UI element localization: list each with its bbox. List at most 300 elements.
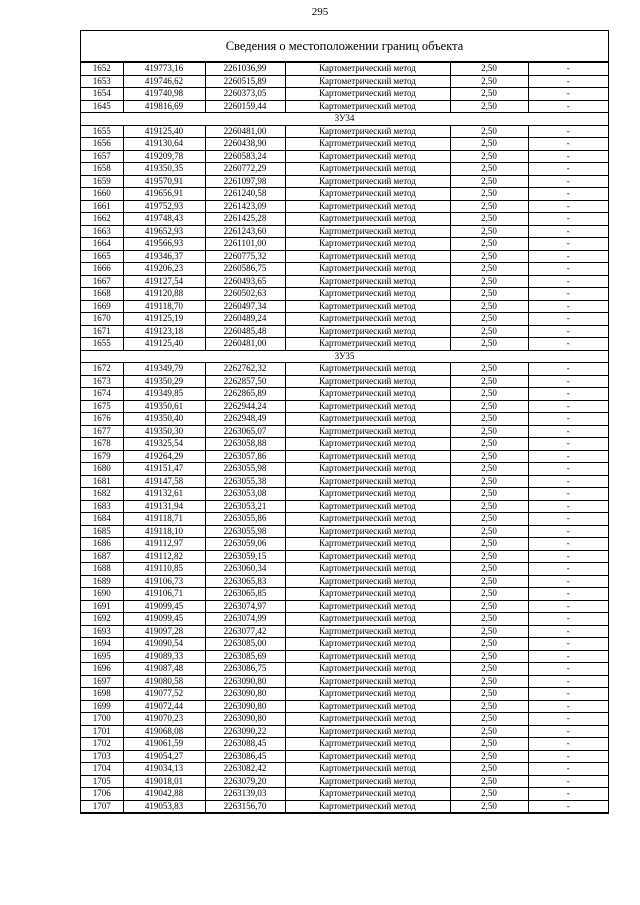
precision-cell: 2,50 xyxy=(450,125,528,138)
precision-cell: 2,50 xyxy=(450,538,528,551)
precision-cell: 2,50 xyxy=(450,100,528,113)
y-coordinate-cell: 2263085,69 xyxy=(205,650,285,663)
x-coordinate-cell: 419118,10 xyxy=(123,525,205,538)
precision-cell: 2,50 xyxy=(450,138,528,151)
y-coordinate-cell: 2260497,34 xyxy=(205,300,285,313)
point-number-cell: 1675 xyxy=(81,400,123,413)
precision-cell: 2,50 xyxy=(450,388,528,401)
x-coordinate-cell: 419034,13 xyxy=(123,763,205,776)
table-row xyxy=(81,438,608,451)
method-cell: Картометрический метод xyxy=(285,388,450,401)
table-row xyxy=(81,375,608,388)
x-coordinate-cell: 419061,59 xyxy=(123,738,205,751)
precision-cell: 2,50 xyxy=(450,338,528,351)
table-row xyxy=(81,725,608,738)
y-coordinate-cell: 2263090,80 xyxy=(205,688,285,701)
table-row xyxy=(81,600,608,613)
y-coordinate-cell: 2260583,24 xyxy=(205,150,285,163)
point-number-cell: 1701 xyxy=(81,725,123,738)
x-coordinate-cell: 419112,97 xyxy=(123,538,205,551)
method-cell: Картометрический метод xyxy=(285,713,450,726)
table-row xyxy=(81,713,608,726)
y-coordinate-cell: 2263059,06 xyxy=(205,538,285,551)
description-cell: - xyxy=(528,750,608,763)
table-row xyxy=(81,213,608,226)
table-row xyxy=(81,313,608,326)
table-row xyxy=(81,413,608,426)
point-number-cell: 1657 xyxy=(81,150,123,163)
point-number-cell: 1706 xyxy=(81,788,123,801)
point-number-cell: 1705 xyxy=(81,775,123,788)
y-coordinate-cell: 2263085,00 xyxy=(205,638,285,651)
precision-cell: 2,50 xyxy=(450,475,528,488)
point-number-cell: 1671 xyxy=(81,325,123,338)
x-coordinate-cell: 419816,69 xyxy=(123,100,205,113)
point-number-cell: 1670 xyxy=(81,313,123,326)
point-number-cell: 1696 xyxy=(81,663,123,676)
coordinates-table xyxy=(81,62,608,813)
table-row xyxy=(81,488,608,501)
table-row xyxy=(81,788,608,801)
method-cell: Картометрический метод xyxy=(285,250,450,263)
x-coordinate-cell: 419349,85 xyxy=(123,388,205,401)
description-cell: - xyxy=(528,513,608,526)
method-cell: Картометрический метод xyxy=(285,663,450,676)
precision-cell: 2,50 xyxy=(450,588,528,601)
description-cell: - xyxy=(528,738,608,751)
method-cell: Картометрический метод xyxy=(285,463,450,476)
y-coordinate-cell: 2260586,75 xyxy=(205,263,285,276)
precision-cell: 2,50 xyxy=(450,238,528,251)
table-row xyxy=(81,800,608,813)
method-cell: Картометрический метод xyxy=(285,413,450,426)
table-row xyxy=(81,275,608,288)
section-label: 3У35 xyxy=(81,350,608,363)
section-header-row xyxy=(81,113,608,126)
page-number: 295 xyxy=(311,6,329,18)
method-cell: Картометрический метод xyxy=(285,238,450,251)
x-coordinate-cell: 419350,30 xyxy=(123,425,205,438)
method-cell: Картометрический метод xyxy=(285,588,450,601)
boundary-table-frame xyxy=(80,30,609,814)
precision-cell: 2,50 xyxy=(450,550,528,563)
point-number-cell: 1663 xyxy=(81,225,123,238)
table-row xyxy=(81,388,608,401)
table-row xyxy=(81,138,608,151)
precision-cell: 2,50 xyxy=(450,188,528,201)
method-cell: Картометрический метод xyxy=(285,213,450,226)
point-number-cell: 1680 xyxy=(81,463,123,476)
description-cell: - xyxy=(528,475,608,488)
method-cell: Картометрический метод xyxy=(285,313,450,326)
description-cell: - xyxy=(528,663,608,676)
x-coordinate-cell: 419151,47 xyxy=(123,463,205,476)
y-coordinate-cell: 2261243,60 xyxy=(205,225,285,238)
point-number-cell: 1683 xyxy=(81,500,123,513)
table-row xyxy=(81,263,608,276)
point-number-cell: 1692 xyxy=(81,613,123,626)
precision-cell: 2,50 xyxy=(450,700,528,713)
x-coordinate-cell: 419147,58 xyxy=(123,475,205,488)
method-cell: Картометрический метод xyxy=(285,263,450,276)
y-coordinate-cell: 2263065,07 xyxy=(205,425,285,438)
x-coordinate-cell: 419120,88 xyxy=(123,288,205,301)
method-cell: Картометрический метод xyxy=(285,338,450,351)
point-number-cell: 1655 xyxy=(81,125,123,138)
precision-cell: 2,50 xyxy=(450,88,528,101)
section-label: 3У34 xyxy=(81,113,608,126)
point-number-cell: 1666 xyxy=(81,263,123,276)
point-number-cell: 1700 xyxy=(81,713,123,726)
x-coordinate-cell: 419570,91 xyxy=(123,175,205,188)
precision-cell: 2,50 xyxy=(450,800,528,813)
precision-cell: 2,50 xyxy=(450,438,528,451)
point-number-cell: 1690 xyxy=(81,588,123,601)
table-row xyxy=(81,775,608,788)
point-number-cell: 1694 xyxy=(81,638,123,651)
y-coordinate-cell: 2261036,99 xyxy=(205,63,285,76)
point-number-cell: 1674 xyxy=(81,388,123,401)
point-number-cell: 1656 xyxy=(81,138,123,151)
y-coordinate-cell: 2260481,00 xyxy=(205,338,285,351)
y-coordinate-cell: 2263058,88 xyxy=(205,438,285,451)
coordinates-table-body xyxy=(81,63,608,813)
method-cell: Картометрический метод xyxy=(285,200,450,213)
y-coordinate-cell: 2263074,99 xyxy=(205,613,285,626)
table-row xyxy=(81,425,608,438)
method-cell: Картометрический метод xyxy=(285,375,450,388)
method-cell: Картометрический метод xyxy=(285,675,450,688)
precision-cell: 2,50 xyxy=(450,600,528,613)
point-number-cell: 1688 xyxy=(81,563,123,576)
method-cell: Картометрический метод xyxy=(285,500,450,513)
x-coordinate-cell: 419090,54 xyxy=(123,638,205,651)
method-cell: Картометрический метод xyxy=(285,363,450,376)
y-coordinate-cell: 2263065,85 xyxy=(205,588,285,601)
y-coordinate-cell: 2263053,08 xyxy=(205,488,285,501)
description-cell: - xyxy=(528,263,608,276)
method-cell: Картометрический метод xyxy=(285,488,450,501)
description-cell: - xyxy=(528,75,608,88)
point-number-cell: 1684 xyxy=(81,513,123,526)
precision-cell: 2,50 xyxy=(450,513,528,526)
y-coordinate-cell: 2262762,32 xyxy=(205,363,285,376)
precision-cell: 2,50 xyxy=(450,775,528,788)
table-row xyxy=(81,700,608,713)
method-cell: Картометрический метод xyxy=(285,525,450,538)
x-coordinate-cell: 419099,45 xyxy=(123,600,205,613)
description-cell: - xyxy=(528,650,608,663)
y-coordinate-cell: 2263074,97 xyxy=(205,600,285,613)
x-coordinate-cell: 419089,33 xyxy=(123,650,205,663)
method-cell: Картометрический метод xyxy=(285,100,450,113)
table-row xyxy=(81,525,608,538)
table-heading: Сведения о местоположении границ объекта xyxy=(81,31,608,62)
description-cell: - xyxy=(528,425,608,438)
precision-cell: 2,50 xyxy=(450,788,528,801)
y-coordinate-cell: 2263059,15 xyxy=(205,550,285,563)
x-coordinate-cell: 419070,23 xyxy=(123,713,205,726)
description-cell: - xyxy=(528,100,608,113)
x-coordinate-cell: 419054,27 xyxy=(123,750,205,763)
table-row xyxy=(81,500,608,513)
description-cell: - xyxy=(528,300,608,313)
precision-cell: 2,50 xyxy=(450,225,528,238)
precision-cell: 2,50 xyxy=(450,213,528,226)
point-number-cell: 1687 xyxy=(81,550,123,563)
method-cell: Картометрический метод xyxy=(285,750,450,763)
method-cell: Картометрический метод xyxy=(285,88,450,101)
precision-cell: 2,50 xyxy=(450,463,528,476)
table-row xyxy=(81,63,608,76)
x-coordinate-cell: 419325,54 xyxy=(123,438,205,451)
point-number-cell: 1668 xyxy=(81,288,123,301)
point-number-cell: 1679 xyxy=(81,450,123,463)
precision-cell: 2,50 xyxy=(450,625,528,638)
precision-cell: 2,50 xyxy=(450,150,528,163)
precision-cell: 2,50 xyxy=(450,650,528,663)
y-coordinate-cell: 2260481,00 xyxy=(205,125,285,138)
table-row xyxy=(81,238,608,251)
description-cell: - xyxy=(528,500,608,513)
table-row xyxy=(81,613,608,626)
y-coordinate-cell: 2263090,80 xyxy=(205,700,285,713)
point-number-cell: 1677 xyxy=(81,425,123,438)
method-cell: Картометрический метод xyxy=(285,300,450,313)
point-number-cell: 1673 xyxy=(81,375,123,388)
table-row xyxy=(81,538,608,551)
table-row xyxy=(81,88,608,101)
x-coordinate-cell: 419746,62 xyxy=(123,75,205,88)
precision-cell: 2,50 xyxy=(450,613,528,626)
y-coordinate-cell: 2262944,24 xyxy=(205,400,285,413)
description-cell: - xyxy=(528,638,608,651)
point-number-cell: 1645 xyxy=(81,100,123,113)
x-coordinate-cell: 419125,19 xyxy=(123,313,205,326)
y-coordinate-cell: 2263082,42 xyxy=(205,763,285,776)
method-cell: Картометрический метод xyxy=(285,163,450,176)
y-coordinate-cell: 2260159,44 xyxy=(205,100,285,113)
table-row xyxy=(81,475,608,488)
method-cell: Картометрический метод xyxy=(285,763,450,776)
description-cell: - xyxy=(528,775,608,788)
table-row xyxy=(81,75,608,88)
point-number-cell: 1664 xyxy=(81,238,123,251)
point-number-cell: 1685 xyxy=(81,525,123,538)
table-row xyxy=(81,175,608,188)
table-row xyxy=(81,288,608,301)
x-coordinate-cell: 419053,83 xyxy=(123,800,205,813)
point-number-cell: 1669 xyxy=(81,300,123,313)
description-cell: - xyxy=(528,138,608,151)
precision-cell: 2,50 xyxy=(450,163,528,176)
precision-cell: 2,50 xyxy=(450,300,528,313)
table-row xyxy=(81,100,608,113)
table-row xyxy=(81,125,608,138)
description-cell: - xyxy=(528,363,608,376)
point-number-cell: 1662 xyxy=(81,213,123,226)
description-cell: - xyxy=(528,225,608,238)
precision-cell: 2,50 xyxy=(450,313,528,326)
x-coordinate-cell: 419127,54 xyxy=(123,275,205,288)
precision-cell: 2,50 xyxy=(450,250,528,263)
description-cell: - xyxy=(528,275,608,288)
point-number-cell: 1707 xyxy=(81,800,123,813)
y-coordinate-cell: 2263055,38 xyxy=(205,475,285,488)
method-cell: Картометрический метод xyxy=(285,438,450,451)
x-coordinate-cell: 419112,82 xyxy=(123,550,205,563)
description-cell: - xyxy=(528,63,608,76)
precision-cell: 2,50 xyxy=(450,413,528,426)
precision-cell: 2,50 xyxy=(450,263,528,276)
description-cell: - xyxy=(528,288,608,301)
x-coordinate-cell: 419350,40 xyxy=(123,413,205,426)
y-coordinate-cell: 2263055,98 xyxy=(205,463,285,476)
x-coordinate-cell: 419752,93 xyxy=(123,200,205,213)
table-row xyxy=(81,650,608,663)
description-cell: - xyxy=(528,388,608,401)
x-coordinate-cell: 419080,58 xyxy=(123,675,205,688)
y-coordinate-cell: 2263090,80 xyxy=(205,675,285,688)
y-coordinate-cell: 2261240,58 xyxy=(205,188,285,201)
method-cell: Картометрический метод xyxy=(285,563,450,576)
y-coordinate-cell: 2263090,80 xyxy=(205,713,285,726)
point-number-cell: 1661 xyxy=(81,200,123,213)
method-cell: Картометрический метод xyxy=(285,600,450,613)
y-coordinate-cell: 2263055,98 xyxy=(205,525,285,538)
point-number-cell: 1702 xyxy=(81,738,123,751)
precision-cell: 2,50 xyxy=(450,763,528,776)
point-number-cell: 1665 xyxy=(81,250,123,263)
precision-cell: 2,50 xyxy=(450,450,528,463)
method-cell: Картометрический метод xyxy=(285,75,450,88)
precision-cell: 2,50 xyxy=(450,525,528,538)
point-number-cell: 1654 xyxy=(81,88,123,101)
point-number-cell: 1658 xyxy=(81,163,123,176)
precision-cell: 2,50 xyxy=(450,63,528,76)
precision-cell: 2,50 xyxy=(450,288,528,301)
precision-cell: 2,50 xyxy=(450,425,528,438)
y-coordinate-cell: 2261425,28 xyxy=(205,213,285,226)
x-coordinate-cell: 419087,48 xyxy=(123,663,205,676)
y-coordinate-cell: 2263088,45 xyxy=(205,738,285,751)
table-row xyxy=(81,150,608,163)
y-coordinate-cell: 2263055,86 xyxy=(205,513,285,526)
point-number-cell: 1681 xyxy=(81,475,123,488)
precision-cell: 2,50 xyxy=(450,575,528,588)
description-cell: - xyxy=(528,788,608,801)
y-coordinate-cell: 2263139,03 xyxy=(205,788,285,801)
table-row xyxy=(81,663,608,676)
method-cell: Картометрический метод xyxy=(285,513,450,526)
description-cell: - xyxy=(528,150,608,163)
precision-cell: 2,50 xyxy=(450,200,528,213)
y-coordinate-cell: 2263065,83 xyxy=(205,575,285,588)
method-cell: Картометрический метод xyxy=(285,575,450,588)
y-coordinate-cell: 2263053,21 xyxy=(205,500,285,513)
precision-cell: 2,50 xyxy=(450,363,528,376)
x-coordinate-cell: 419350,61 xyxy=(123,400,205,413)
y-coordinate-cell: 2263060,34 xyxy=(205,563,285,576)
x-coordinate-cell: 419773,16 xyxy=(123,63,205,76)
description-cell: - xyxy=(528,325,608,338)
description-cell: - xyxy=(528,700,608,713)
precision-cell: 2,50 xyxy=(450,375,528,388)
description-cell: - xyxy=(528,188,608,201)
description-cell: - xyxy=(528,313,608,326)
method-cell: Картометрический метод xyxy=(285,775,450,788)
y-coordinate-cell: 2260373,05 xyxy=(205,88,285,101)
precision-cell: 2,50 xyxy=(450,325,528,338)
description-cell: - xyxy=(528,688,608,701)
precision-cell: 2,50 xyxy=(450,275,528,288)
description-cell: - xyxy=(528,338,608,351)
precision-cell: 2,50 xyxy=(450,750,528,763)
description-cell: - xyxy=(528,625,608,638)
x-coordinate-cell: 419123,18 xyxy=(123,325,205,338)
x-coordinate-cell: 419099,45 xyxy=(123,613,205,626)
point-number-cell: 1686 xyxy=(81,538,123,551)
description-cell: - xyxy=(528,450,608,463)
table-row xyxy=(81,638,608,651)
section-header-row xyxy=(81,350,608,363)
x-coordinate-cell: 419209,78 xyxy=(123,150,205,163)
precision-cell: 2,50 xyxy=(450,663,528,676)
x-coordinate-cell: 419018,01 xyxy=(123,775,205,788)
y-coordinate-cell: 2260775,32 xyxy=(205,250,285,263)
x-coordinate-cell: 419125,40 xyxy=(123,338,205,351)
point-number-cell: 1660 xyxy=(81,188,123,201)
point-number-cell: 1678 xyxy=(81,438,123,451)
table-row xyxy=(81,675,608,688)
precision-cell: 2,50 xyxy=(450,488,528,501)
point-number-cell: 1704 xyxy=(81,763,123,776)
method-cell: Картометрический метод xyxy=(285,475,450,488)
method-cell: Картометрический метод xyxy=(285,700,450,713)
table-row xyxy=(81,338,608,351)
table-row xyxy=(81,688,608,701)
description-cell: - xyxy=(528,800,608,813)
description-cell: - xyxy=(528,575,608,588)
method-cell: Картометрический метод xyxy=(285,550,450,563)
x-coordinate-cell: 419346,37 xyxy=(123,250,205,263)
description-cell: - xyxy=(528,125,608,138)
method-cell: Картометрический метод xyxy=(285,725,450,738)
method-cell: Картометрический метод xyxy=(285,288,450,301)
table-row xyxy=(81,300,608,313)
x-coordinate-cell: 419652,93 xyxy=(123,225,205,238)
table-row xyxy=(81,513,608,526)
description-cell: - xyxy=(528,613,608,626)
description-cell: - xyxy=(528,525,608,538)
method-cell: Картометрический метод xyxy=(285,638,450,651)
y-coordinate-cell: 2263079,20 xyxy=(205,775,285,788)
table-row xyxy=(81,738,608,751)
point-number-cell: 1676 xyxy=(81,413,123,426)
table-row xyxy=(81,200,608,213)
table-row xyxy=(81,225,608,238)
description-cell: - xyxy=(528,175,608,188)
precision-cell: 2,50 xyxy=(450,738,528,751)
method-cell: Картометрический метод xyxy=(285,225,450,238)
description-cell: - xyxy=(528,200,608,213)
method-cell: Картометрический метод xyxy=(285,613,450,626)
y-coordinate-cell: 2260502,63 xyxy=(205,288,285,301)
method-cell: Картометрический метод xyxy=(285,125,450,138)
precision-cell: 2,50 xyxy=(450,563,528,576)
precision-cell: 2,50 xyxy=(450,688,528,701)
method-cell: Картометрический метод xyxy=(285,788,450,801)
